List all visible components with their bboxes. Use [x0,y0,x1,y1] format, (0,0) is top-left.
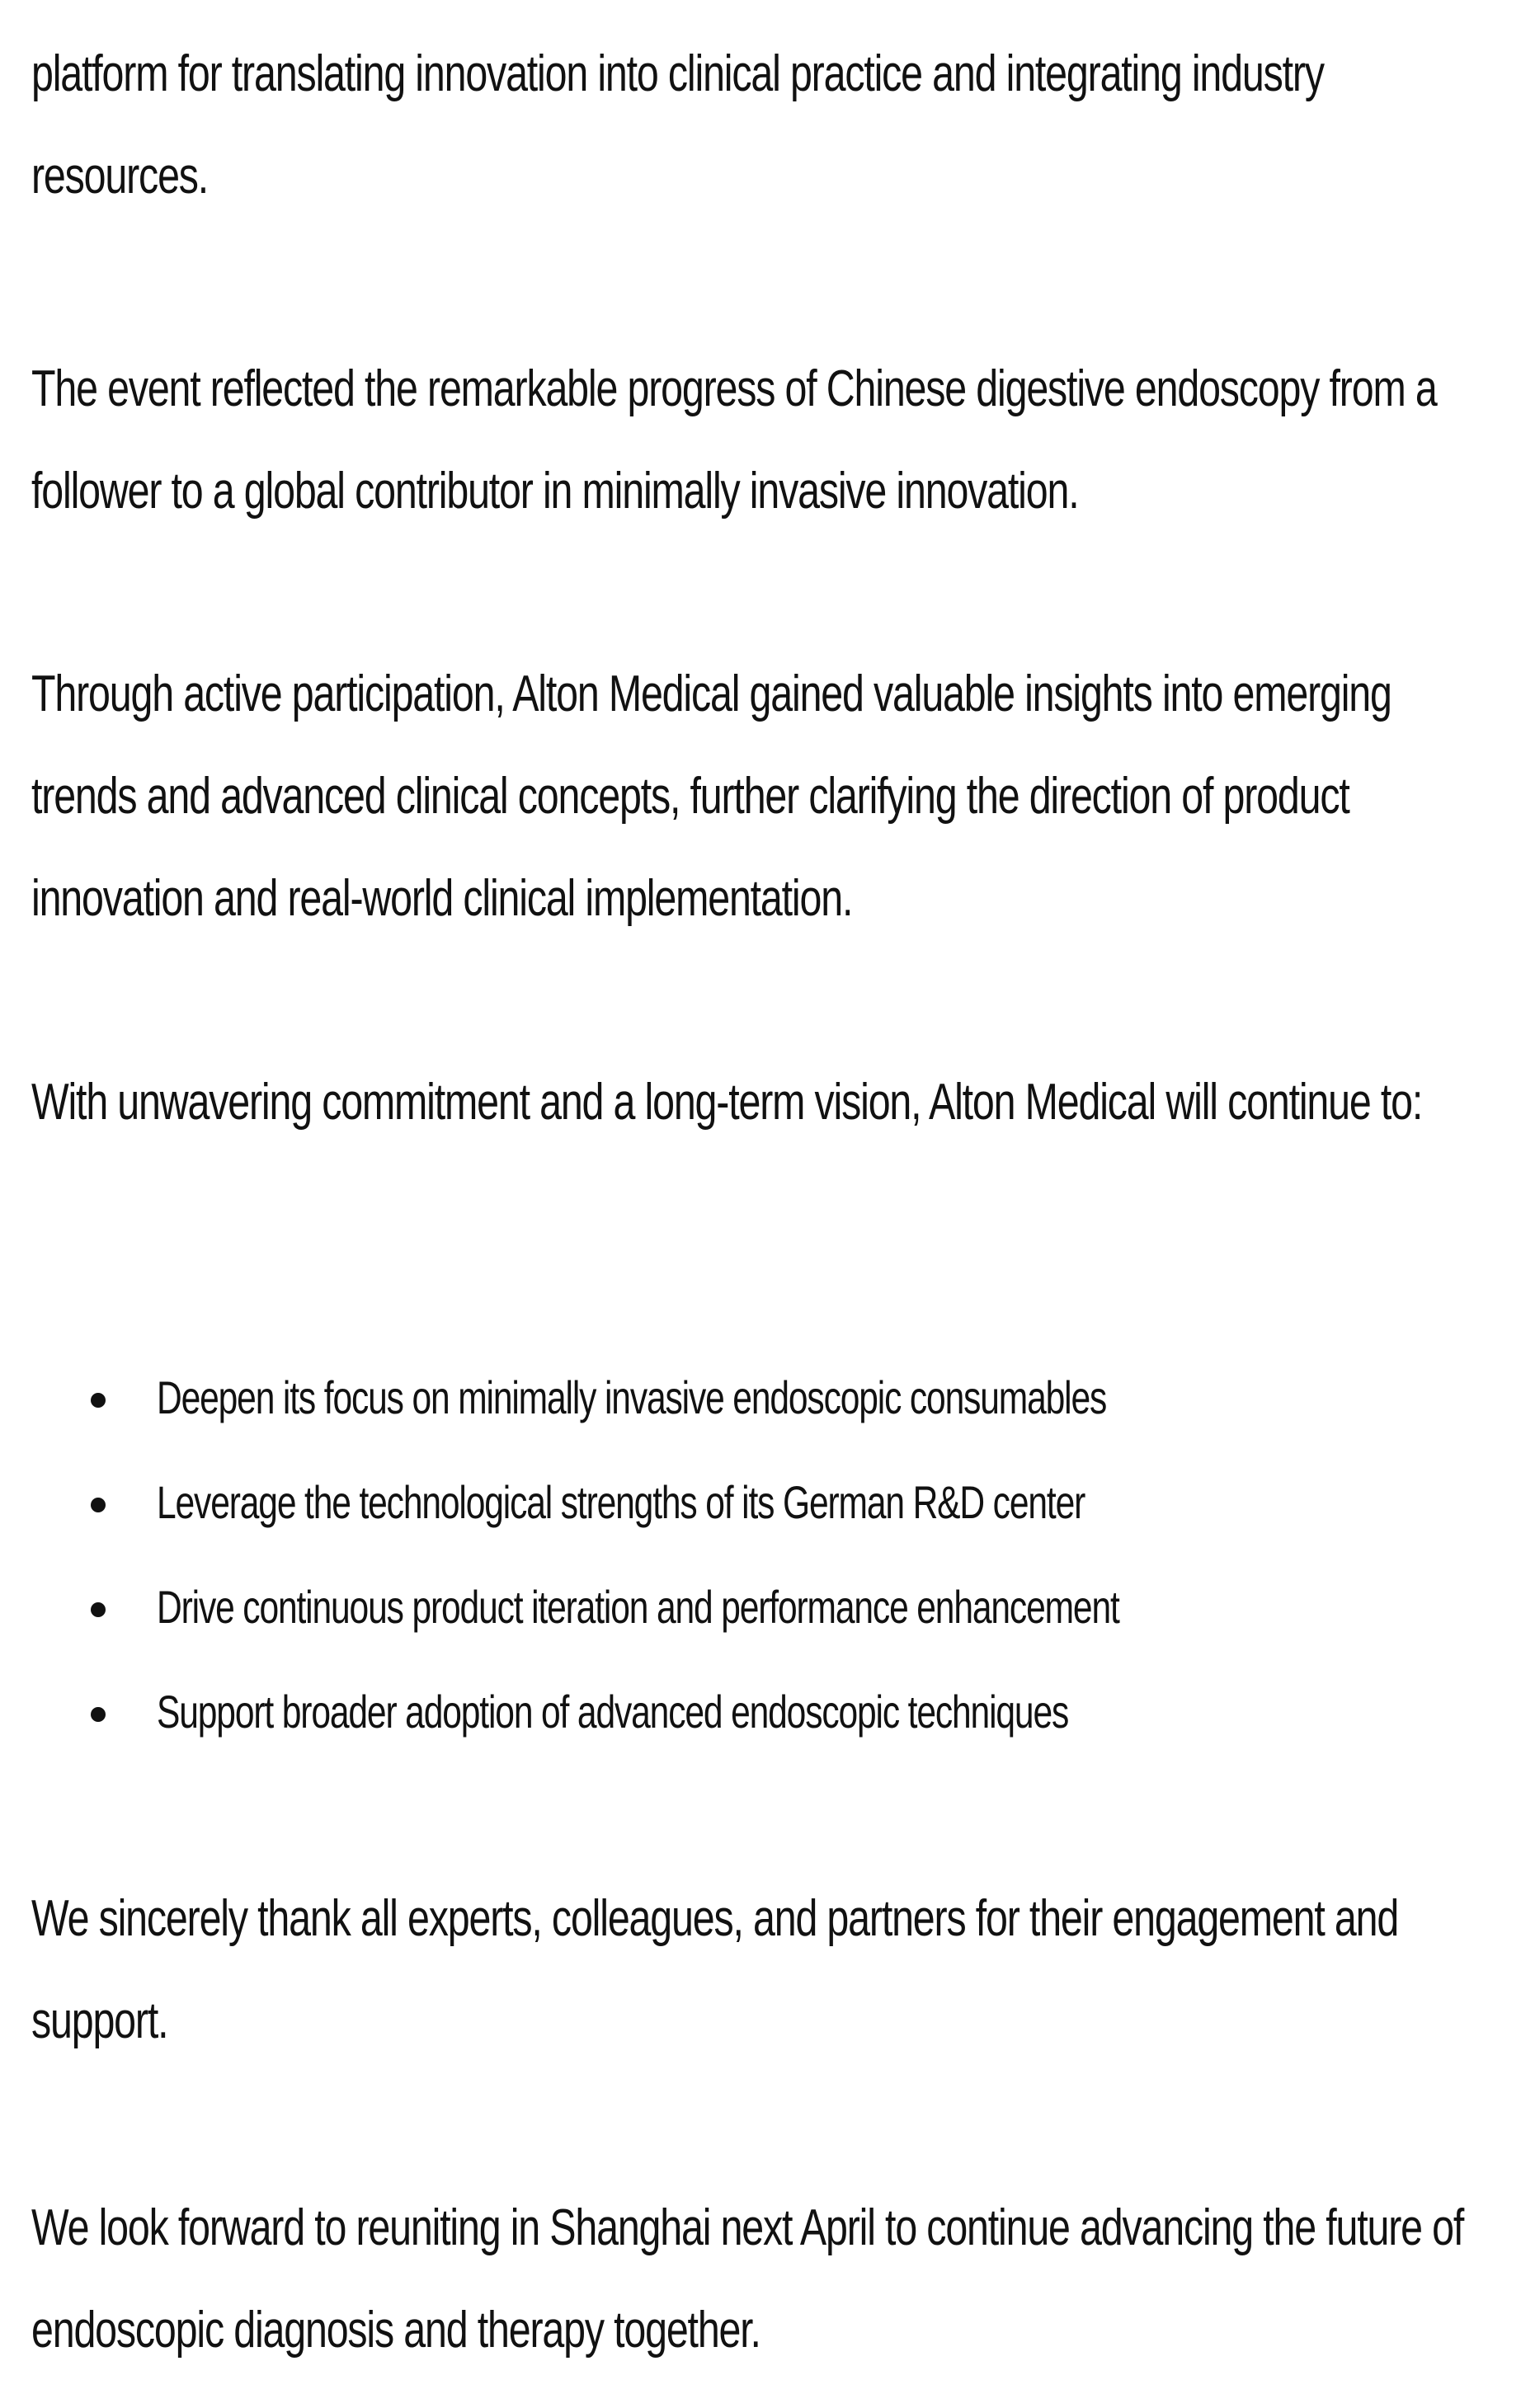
bullet-icon [91,1393,106,1408]
paragraph-event-reflection: The event reflected the remarkable progress of Chinese digestive endoscopy from a follower to a global contributor in minimally invasive innovation. [31,360,1437,520]
bullet-text: Deepen its focus on minimally invasive endoscopic consumables [157,1371,1107,1423]
bullet-text: Leverage the technological strengths of its German R&D center [157,1476,1085,1528]
paragraph-thanks: We sincerely thank all experts, colleagues, and partners for their engagement and support. [31,1890,1399,2049]
bullet-icon [91,1498,106,1512]
paragraph-look-forward: We look forward to reuniting in Shanghai next April to continue advancing the future of endoscopic diagnosis and therapy together. [31,2199,1464,2359]
paragraph-platform: platform for translating innovation into clinical practice and integrating industry resources. [31,45,1324,205]
bullet-text: Support broader adoption of advanced endoscopic techniques [157,1686,1069,1738]
bullet-icon [91,1602,106,1617]
bullet-icon [91,1707,106,1722]
paragraph-commitment: With unwavering commitment and a long-term vision, Alton Medical will continue to: [31,1074,1423,1131]
bullet-text: Drive continuous product iteration and performance enhancement [157,1581,1119,1633]
paragraph-participation-insights: Through active participation, Alton Medical gained valuable insights into emerging trends and advanced clinical concepts, further clarifying the direction of product innovation and real-world clinical implementation. [31,665,1392,927]
